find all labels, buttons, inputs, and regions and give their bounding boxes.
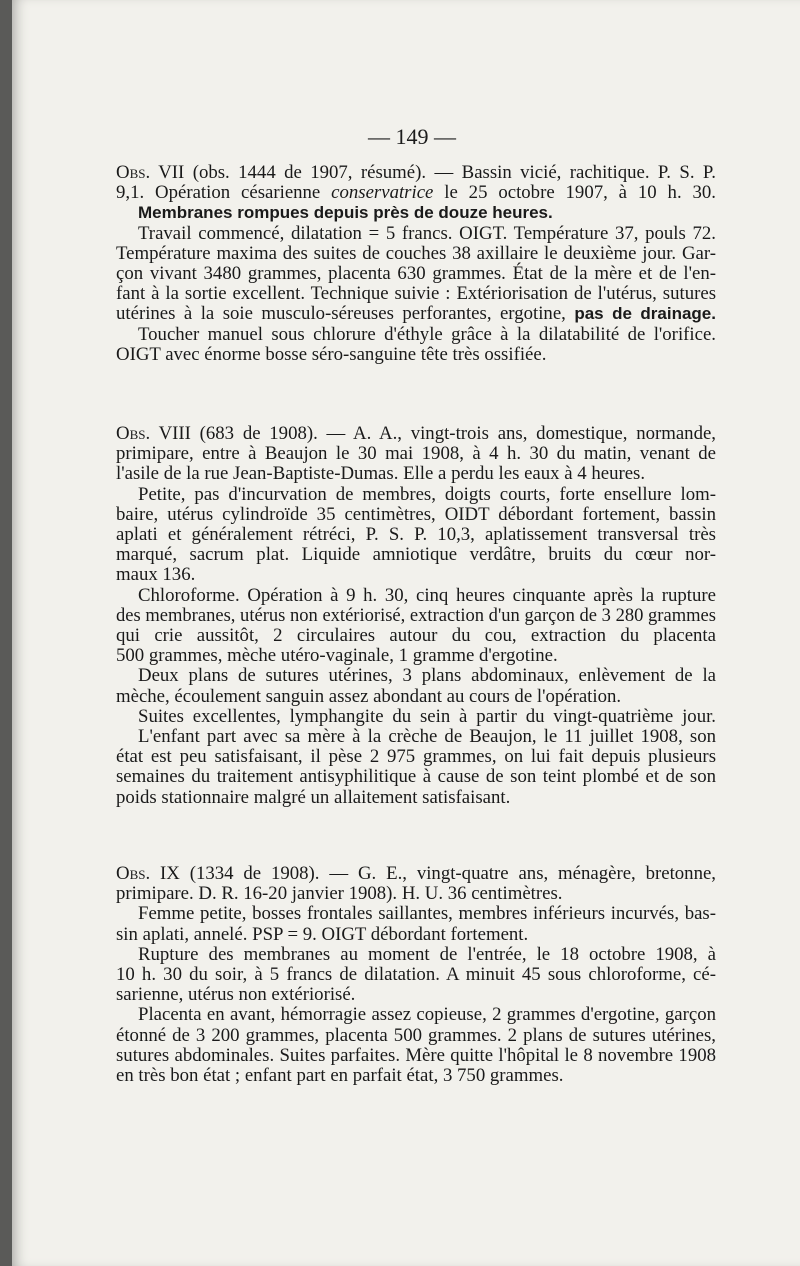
text-line: l'asile de la rue Jean-Baptiste-Dumas. Elle a perdu les eaux à 4 heures.	[116, 463, 646, 485]
observation-7	[116, 163, 716, 365]
text-line: Température maxima des suites de couches 38 axillaire le deuxième jour. Gar-	[116, 242, 716, 264]
text-line: sarienne, utérus non extériorisé.	[116, 984, 356, 1006]
text-line: Rupture des membranes au moment de l'entrée, le 18 octobre 1908, à	[138, 943, 716, 965]
text-line: Membranes rompues depuis près de douze heures.	[138, 203, 553, 223]
text-line: sin aplati, annelé. PSP = 9. OIGT débordant fortement.	[116, 923, 529, 945]
text-line: Femme petite, bosses frontales saillantes, membres inférieurs incurvés, bas-	[138, 903, 716, 925]
text-line: maux 136.	[116, 564, 196, 586]
text-line: Obs. VII (obs. 1444 de 1907, résumé). — Bassin vicié, rachitique. P. S. P.	[116, 162, 716, 183]
text-line: baire, utérus cylindroïde 35 centimètres, OIDT débordant fortement, bassin	[116, 503, 716, 525]
text-line: Obs. IX (1334 de 1908). — G. E., vingt-quatre ans, ménagère, bretonne,	[116, 863, 716, 884]
text-line: Obs. VIII (683 de 1908). — A. A., vingt-trois ans, domestique, normande,	[116, 423, 716, 444]
text-line: Travail commencé, dilatation = 5 francs. OIGT. Température 37, pouls 72.	[138, 222, 716, 244]
text-line: Toucher manuel sous chlorure d'éthyle grâce à la dilatabilité de l'orifice.	[138, 323, 716, 345]
text-line: des membranes, utérus non extériorisé, extraction d'un garçon de 3 280 grammes	[116, 604, 716, 626]
text-line: L'enfant part avec sa mère à la crèche de Beaujon, le 11 juillet 1908, son	[138, 726, 716, 748]
text-line: semaines du traitement antisyphilitique à cause de son teint plombé et de son	[116, 766, 716, 788]
page-number: — 149 —	[368, 124, 456, 149]
text-line: primipare, entre à Beaujon le 30 mai 1908, à 4 h. 30 du matin, venant de	[116, 443, 716, 465]
text-line: étonné de 3 200 grammes, placenta 500 grammes. 2 plans de sutures utérines,	[116, 1024, 716, 1046]
observation-9	[116, 864, 716, 1086]
text-line: 500 grammes, mèche utéro-vaginale, 1 gramme d'ergotine.	[116, 645, 558, 667]
text-line: Placenta en avant, hémorragie assez copieuse, 2 grammes d'ergotine, garçon	[138, 1004, 716, 1026]
text-line: état est peu satisfaisant, il pèse 2 975 grammes, on lui fait depuis plusieurs	[116, 746, 716, 768]
text-line: Deux plans de sutures utérines, 3 plans abdominaux, enlèvement de la	[138, 665, 716, 687]
text-line: primipare. D. R. 16-20 janvier 1908). H. U. 36 centimètres.	[116, 883, 563, 905]
text-line: 9,1. Opération césarienne conservatrice le 25 octobre 1907, à 10 h. 30.	[116, 182, 716, 204]
text-line: qui crie aussitôt, 2 circulaires autour du cou, extraction du placenta	[116, 625, 716, 647]
book-page	[12, 0, 800, 1266]
text-line: 10 h. 30 du soir, à 5 francs de dilatation. A minuit 45 sous chloroforme, cé-	[116, 964, 716, 986]
text-line: aplati et généralement rétréci, P. S. P. 10,3, aplatissement transversal très	[116, 524, 716, 546]
text-line: sutures abdominales. Suites parfaites. Mère quitte l'hôpital le 8 novembre 1908	[116, 1044, 716, 1066]
text-line: Chloroforme. Opération à 9 h. 30, cinq heures cinquante après la rupture	[138, 584, 716, 606]
text-line: utérines à la soie musculo-séreuses perforantes, ergotine, pas de drainage.	[116, 303, 716, 325]
text-line: poids stationnaire malgré un allaitement satisfaisant.	[116, 786, 511, 808]
text-line: fant à la sortie excellent. Technique suivie : Extériorisation de l'utérus, sutures	[116, 283, 716, 305]
observation-8	[116, 424, 716, 808]
text-line: en très bon état ; enfant part en parfait état, 3 750 grammes.	[116, 1065, 564, 1087]
text-line: Petite, pas d'incurvation de membres, doigts courts, forte ensellure lom-	[138, 483, 716, 505]
text-line: mèche, écoulement sanguin assez abondant au cours de l'opération.	[116, 685, 622, 707]
text-line: OIGT avec énorme bosse séro-sanguine tête très ossifiée.	[116, 343, 547, 365]
text-line: çon vivant 3480 grammes, placenta 630 grammes. État de la mère et de l'en-	[116, 263, 716, 285]
text-line: Suites excellentes, lymphangite du sein à partir du vingt-quatrième jour.	[138, 705, 716, 727]
text-line: marqué, sacrum plat. Liquide amniotique verdâtre, bruits du cœur nor-	[116, 544, 716, 566]
